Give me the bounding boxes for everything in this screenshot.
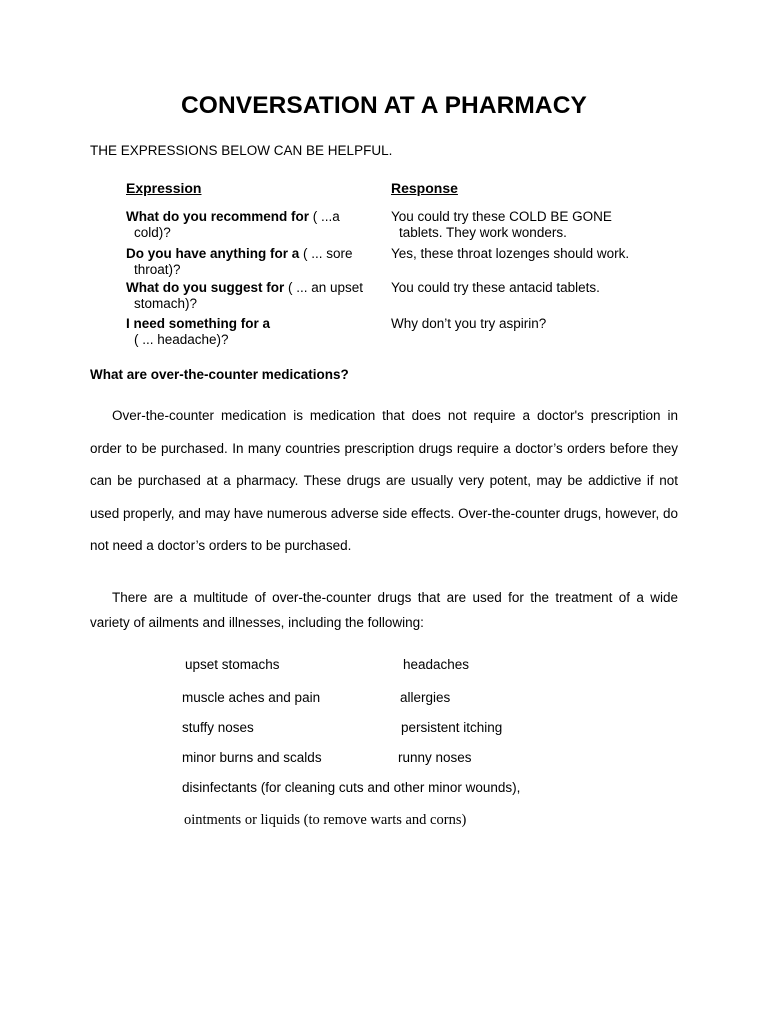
expression-bold: What do you recommend for <box>126 209 310 224</box>
ailment-item: runny noses <box>398 750 472 765</box>
paragraph-1-text: Over-the-counter medication is medication that does not require a doctor's prescription in order to be purchased. In many countries prescription drugs require a doctor’s orders before they can be purchased at a pharmacy. These drugs are usually very potent, may be addictive if not used properly, and may have numerous adverse side effects. Over-the-counter drugs, however, do not need a doctor’s orders to be purchased. <box>90 408 678 553</box>
expression-continuation: ( ... headache)? <box>134 332 229 347</box>
paragraph-otc-definition <box>90 400 678 563</box>
intro-text: THE EXPRESSIONS BELOW CAN BE HELPFUL. <box>90 143 393 158</box>
response-column-header: Response <box>391 180 458 196</box>
paragraph-otc-uses <box>90 585 678 635</box>
expression-continuation: cold)? <box>134 225 171 240</box>
response-line-1: Yes, these throat lozenges should work. <box>391 246 630 261</box>
expression-cell <box>126 209 376 241</box>
expression-bold: What do you suggest for <box>126 280 285 295</box>
response-line-2: tablets. They work wonders. <box>399 225 567 240</box>
ailment-item: allergies <box>400 690 451 705</box>
expression-cell <box>126 316 376 348</box>
section-heading: What are over-the-counter medications? <box>90 367 349 382</box>
expression-rest: ( ...a <box>309 209 340 224</box>
paragraph-2-text: There are a multitude of over-the-counter drugs that are used for the treatment of a wide variety of ailments and illnesses, including the following: <box>90 590 678 630</box>
ailment-item: minor burns and scalds <box>182 750 322 765</box>
ailment-item: persistent itching <box>401 720 503 735</box>
ailment-item: disinfectants (for cleaning cuts and other minor wounds), <box>182 780 521 795</box>
response-cell <box>391 209 691 241</box>
expression-cell <box>126 246 376 278</box>
response-line-1: Why don’t you try aspirin? <box>391 316 547 331</box>
ailment-item: muscle aches and pain <box>182 690 321 705</box>
expression-continuation: stomach)? <box>134 296 198 311</box>
expression-cell <box>126 280 376 312</box>
expression-bold: I need something for a <box>126 316 271 331</box>
page-title: CONVERSATION AT A PHARMACY <box>181 92 587 119</box>
response-cell <box>391 280 691 296</box>
ailment-item: headaches <box>403 657 470 672</box>
ailment-item: ointments or liquids (to remove warts and corns) <box>184 812 467 828</box>
ailment-item: upset stomachs <box>185 657 280 672</box>
response-cell <box>391 316 691 332</box>
expression-continuation: throat)? <box>134 262 181 277</box>
response-cell <box>391 246 691 262</box>
expression-rest: ( ... sore <box>299 246 353 261</box>
ailment-item: stuffy noses <box>182 720 254 735</box>
expression-rest: ( ... an upset <box>284 280 364 295</box>
expression-bold: Do you have anything for a <box>126 246 300 261</box>
response-line-1: You could try these antacid tablets. <box>391 280 600 295</box>
expression-column-header: Expression <box>126 180 202 196</box>
response-line-1: You could try these COLD BE GONE <box>391 209 612 224</box>
